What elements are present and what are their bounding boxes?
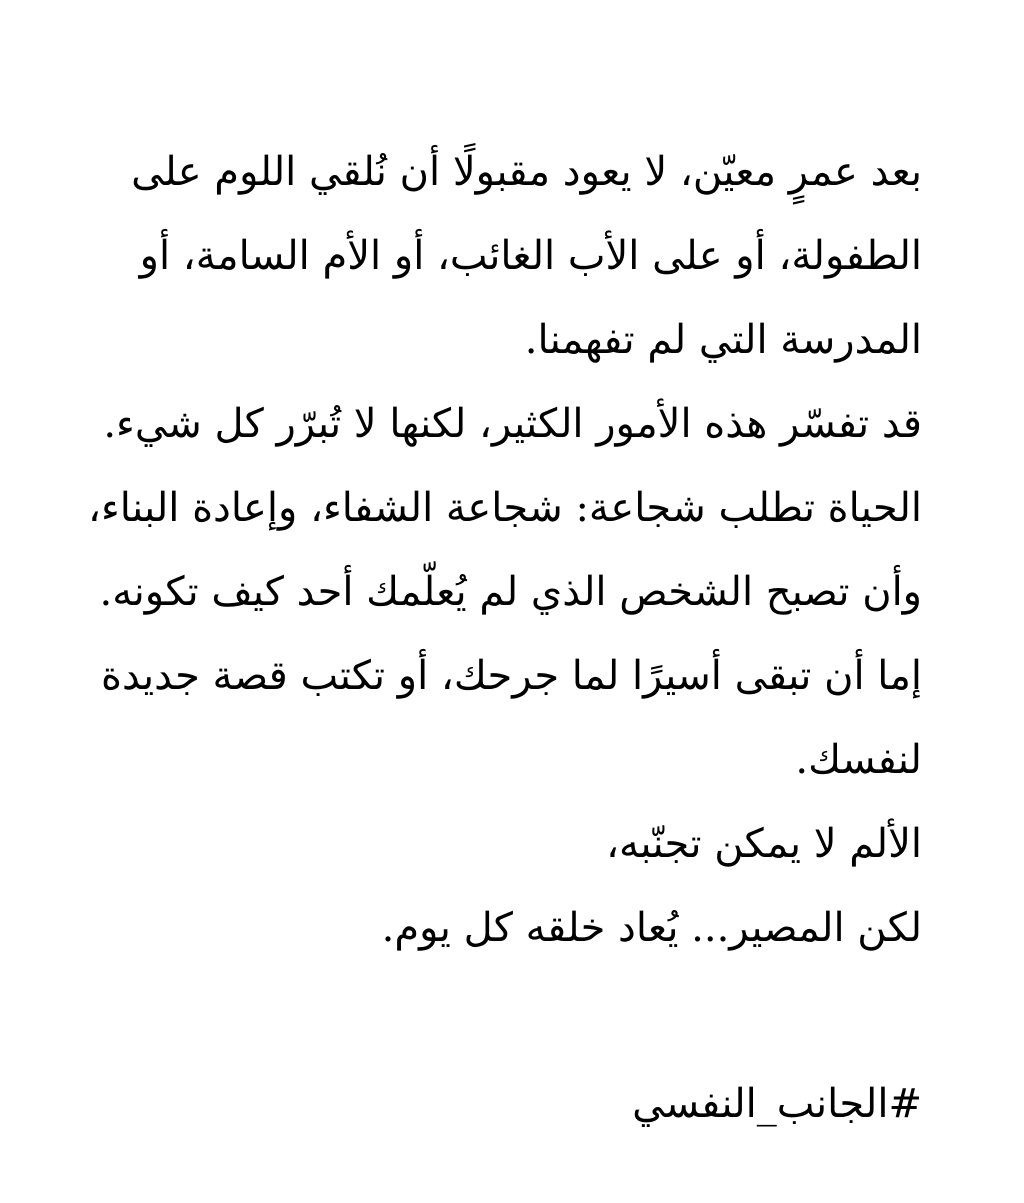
quote-line-2: الطفولة، أو على الأب الغائب، أو الأم السامة، أو <box>139 233 922 279</box>
quote-line-3: المدرسة التي لم تفهمنا. <box>524 317 922 363</box>
quote-line-1: بعد عمرٍ معيّن، لا يعود مقبولًا أن نُلقي اللوم على <box>131 149 922 195</box>
quote-line-10: لكن المصير... يُعاد خلقه كل يوم. <box>381 905 922 951</box>
quote-line-5: الحياة تطلب شجاعة: شجاعة الشفاء، وإعادة البناء، <box>88 485 922 531</box>
quote-line-7: إما أن تبقى أسيرًا لما جرحك، أو تكتب قصة جديدة <box>100 653 922 699</box>
quote-text <box>88 130 922 970</box>
quote-line-6: وأن تصبح الشخص الذي لم يُعلّمك أحد كيف تكونه. <box>99 569 922 615</box>
hashtag: #الجانب_النفسي <box>632 1081 922 1127</box>
quote-line-9: الألم لا يمكن تجنّبه، <box>606 821 922 867</box>
quote-line-4: قد تفسّر هذه الأمور الكثير، لكنها لا تُبرّر كل شيء. <box>103 401 922 447</box>
quote-line-8: لنفسك. <box>795 737 922 783</box>
